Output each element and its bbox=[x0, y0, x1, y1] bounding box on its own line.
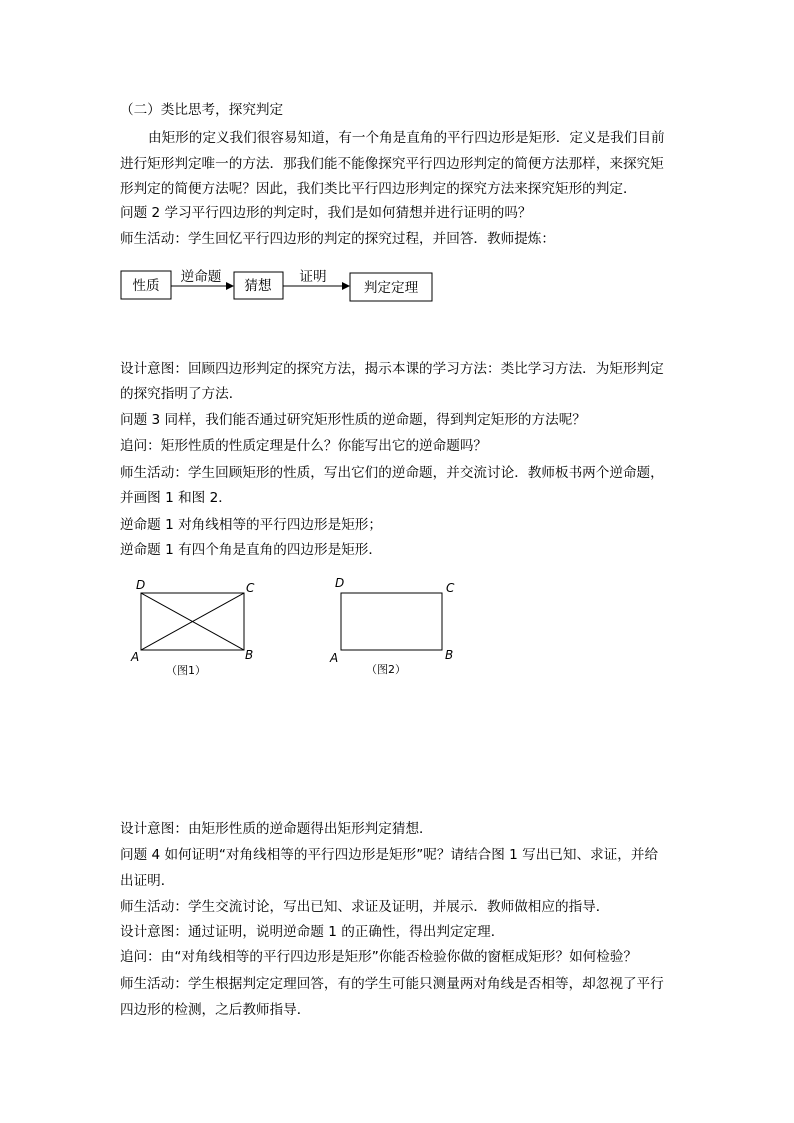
figure-2-label-b: B bbox=[445, 648, 454, 662]
activity-1: 师生活动：学生回忆平行四边形的判定的探究过程，并回答．教师提炼： bbox=[120, 231, 555, 247]
activity-4-line-1: 师生活动：学生根据判定定理回答，有的学生可能只测量两对角线是否相等，却忽视了平行 bbox=[120, 976, 664, 992]
figure-1-label-c: C bbox=[246, 581, 255, 595]
design-intent-2: 设计意图：由矩形性质的逆命题得出矩形判定猜想． bbox=[120, 821, 433, 837]
figure-1 bbox=[130, 578, 255, 677]
activity-2-line-2: 并画图 1 和图 2． bbox=[120, 490, 232, 506]
figure-1-diagonal-db bbox=[141, 593, 244, 650]
question-2: 问题 2 学习平行四边形的判定时，我们是如何猜想并进行证明的吗？ bbox=[120, 205, 532, 221]
figure-2-caption: （图2） bbox=[366, 663, 406, 676]
intro-line-3: 形判定的简便方法呢？因此，我们类比平行四边形判定的探究方法来探究矩形的判定． bbox=[120, 181, 637, 197]
figure-1-diagonal-ac bbox=[141, 593, 244, 650]
figure-2 bbox=[329, 576, 455, 676]
question-4-line-1: 问题 4 如何证明“对角线相等的平行四边形是矩形”呢？请结合图 1 写出已知、求证，并给 bbox=[120, 847, 659, 863]
figure-2-rectangle bbox=[341, 593, 442, 650]
flow-box-properties bbox=[121, 271, 171, 299]
figure-1-caption: （图1） bbox=[166, 664, 206, 677]
design-intent-3: 设计意图：通过证明，说明逆命题 1 的正确性，得出判定定理． bbox=[120, 924, 505, 940]
activity-3: 师生活动：学生交流讨论，写出已知、求证及证明，并展示．教师做相应的指导． bbox=[120, 899, 610, 915]
converse-2: 逆命题 1 有四个角是直角的四边形是矩形． bbox=[120, 542, 382, 558]
converse-1: 逆命题 1 对角线相等的平行四边形是矩形； bbox=[120, 517, 382, 533]
intro-line-1: 由矩形的定义我们很容易知道，有一个角是直角的平行四边形是矩形．定义是我们目前 bbox=[148, 130, 665, 146]
figure-2-label-a: A bbox=[330, 651, 339, 665]
followup-2: 追问：由“对角线相等的平行四边形是矩形”你能否检验你做的窗框成矩形？如何检验？ bbox=[120, 949, 638, 965]
activity-4-line-2: 四边形的检测，之后教师指导． bbox=[120, 1002, 311, 1018]
flow-box-theorem bbox=[350, 273, 432, 301]
figure-1-label-a: A bbox=[131, 650, 140, 664]
flow-arrow-1-label: 逆命题 bbox=[180, 269, 222, 285]
flow-box-theorem-label: 判定定理 bbox=[363, 280, 419, 296]
design-intent-1-line-1: 设计意图：回顾四边形判定的探究方法，揭示本课的学习方法：类比学习方法．为矩形判定 bbox=[120, 361, 664, 377]
figure-2-label-d: D bbox=[335, 576, 345, 590]
question-3: 问题 3 同样，我们能否通过研究矩形性质的逆命题，得到判定矩形的方法呢？ bbox=[120, 412, 586, 428]
figure-2-label-c: C bbox=[446, 581, 455, 595]
figure-1-rectangle bbox=[141, 593, 244, 650]
design-intent-1-line-2: 的探究指明了方法． bbox=[120, 386, 243, 402]
followup-1: 追问：矩形性质的性质定理是什么？你能写出它的逆命题吗？ bbox=[120, 438, 488, 454]
flow-box-conjecture bbox=[234, 272, 283, 299]
flow-arrow-2-label: 证明 bbox=[299, 269, 327, 285]
flow-box-properties-label: 性质 bbox=[132, 278, 160, 294]
activity-2-line-1: 师生活动：学生回顾矩形的性质，写出它们的逆命题，并交流讨论．教师板书两个逆命题， bbox=[120, 465, 664, 481]
figure-1-label-d: D bbox=[136, 578, 146, 592]
question-4-line-2: 出证明． bbox=[120, 873, 175, 889]
flow-box-conjecture-label: 猜想 bbox=[244, 278, 272, 294]
section-heading: （二）类比思考，探究判定 bbox=[120, 102, 284, 118]
figure-1-label-b: B bbox=[245, 648, 254, 662]
intro-line-2: 进行矩形判定唯一的方法．那我们能不能像探究平行四边形判定的简便方法那样，来探究矩 bbox=[120, 156, 664, 172]
